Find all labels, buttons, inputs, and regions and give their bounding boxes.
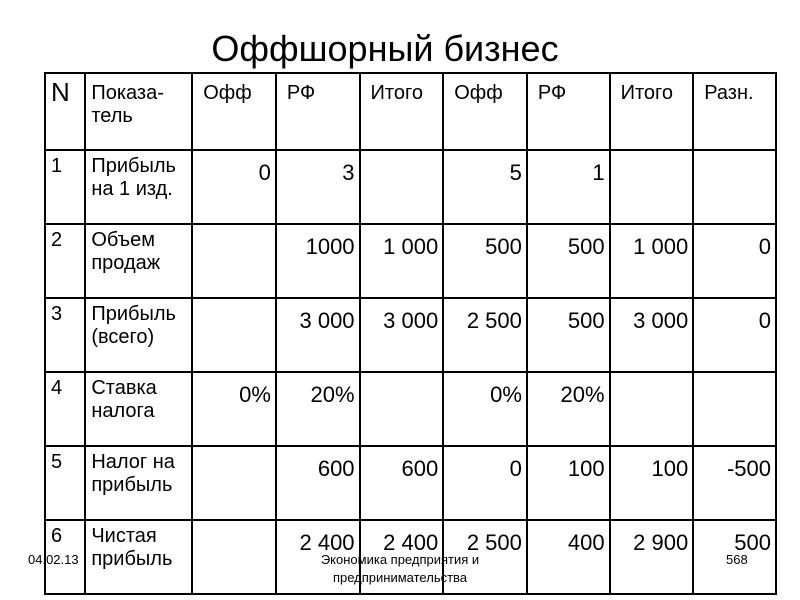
table-cell: 2 400 — [360, 520, 444, 594]
table-cell: 0 — [443, 446, 527, 520]
table-cell: 500 — [527, 224, 610, 298]
table-cell — [693, 150, 776, 224]
table-cell: 3 — [276, 150, 360, 224]
table-cell: 500 — [693, 520, 776, 594]
header-cell-indicator: Показа- тель — [85, 73, 192, 150]
footer-page-number: 568 — [726, 552, 748, 567]
table-cell: 1 000 — [360, 224, 444, 298]
table-cell: 2 900 — [610, 520, 694, 594]
header-row — [45, 73, 776, 150]
header-cell-off: Офф — [192, 73, 276, 150]
table-cell: 100 — [610, 446, 694, 520]
row-number: 6 — [45, 520, 85, 594]
footer-course-title: Экономика предприятия и предпринимательства — [320, 552, 480, 585]
table-cell — [192, 520, 276, 594]
table-cell: 500 — [527, 298, 610, 372]
table-cell: 2 500 — [443, 298, 527, 372]
table-cell — [192, 224, 276, 298]
header-cell-total-2: Итого — [610, 73, 694, 150]
footer-date: 04.02.13 — [28, 552, 79, 567]
row-label: Прибыль (всего) — [85, 298, 192, 372]
table-cell: 400 — [527, 520, 610, 594]
row-number: 5 — [45, 446, 85, 520]
table-cell: 5 — [443, 150, 527, 224]
header-cell-n: N — [45, 73, 85, 150]
table-row — [45, 298, 776, 372]
table-cell: 100 — [527, 446, 610, 520]
table-cell: 3 000 — [276, 298, 360, 372]
row-label: Чистая прибыль — [85, 520, 192, 594]
table-cell: 2 400 — [276, 520, 360, 594]
table-cell: 0% — [192, 372, 276, 446]
table-cell: 20% — [276, 372, 360, 446]
table-cell: -500 — [693, 446, 776, 520]
row-number: 1 — [45, 150, 85, 224]
header-cell-rf: РФ — [276, 73, 360, 150]
header-cell-total: Итого — [360, 73, 444, 150]
header-cell-off-2: Офф — [443, 73, 527, 150]
table-cell — [192, 298, 276, 372]
table-cell: 1 000 — [610, 224, 694, 298]
row-number: 4 — [45, 372, 85, 446]
table-cell: 20% — [527, 372, 610, 446]
table-cell: 2 500 — [443, 520, 527, 594]
row-label: Налог на прибыль — [85, 446, 192, 520]
offshore-table — [44, 72, 777, 595]
table-cell: 0 — [693, 224, 776, 298]
table-cell — [693, 372, 776, 446]
table-row — [45, 372, 776, 446]
header-cell-rf-2: РФ — [527, 73, 610, 150]
table-cell: 0% — [443, 372, 527, 446]
table-cell — [192, 446, 276, 520]
table-cell — [610, 150, 694, 224]
table-cell — [360, 150, 444, 224]
row-number: 2 — [45, 224, 85, 298]
table-cell: 1000 — [276, 224, 360, 298]
table-cell: 0 — [192, 150, 276, 224]
table-cell — [610, 372, 694, 446]
row-number: 3 — [45, 298, 85, 372]
row-label: Ставка налога — [85, 372, 192, 446]
table-row — [45, 150, 776, 224]
table-cell: 0 — [693, 298, 776, 372]
row-label: Прибыль на 1 изд. — [85, 150, 192, 224]
table-cell: 500 — [443, 224, 527, 298]
table-cell: 3 000 — [610, 298, 694, 372]
table-cell: 600 — [360, 446, 444, 520]
slide-title: Оффшорный бизнес — [211, 28, 559, 69]
table-cell: 3 000 — [360, 298, 444, 372]
table-cell: 600 — [276, 446, 360, 520]
table-cell — [360, 372, 444, 446]
table-row — [45, 446, 776, 520]
header-cell-diff: Разн. — [693, 73, 776, 150]
table-cell: 1 — [527, 150, 610, 224]
row-label: Объем продаж — [85, 224, 192, 298]
table-row — [45, 224, 776, 298]
